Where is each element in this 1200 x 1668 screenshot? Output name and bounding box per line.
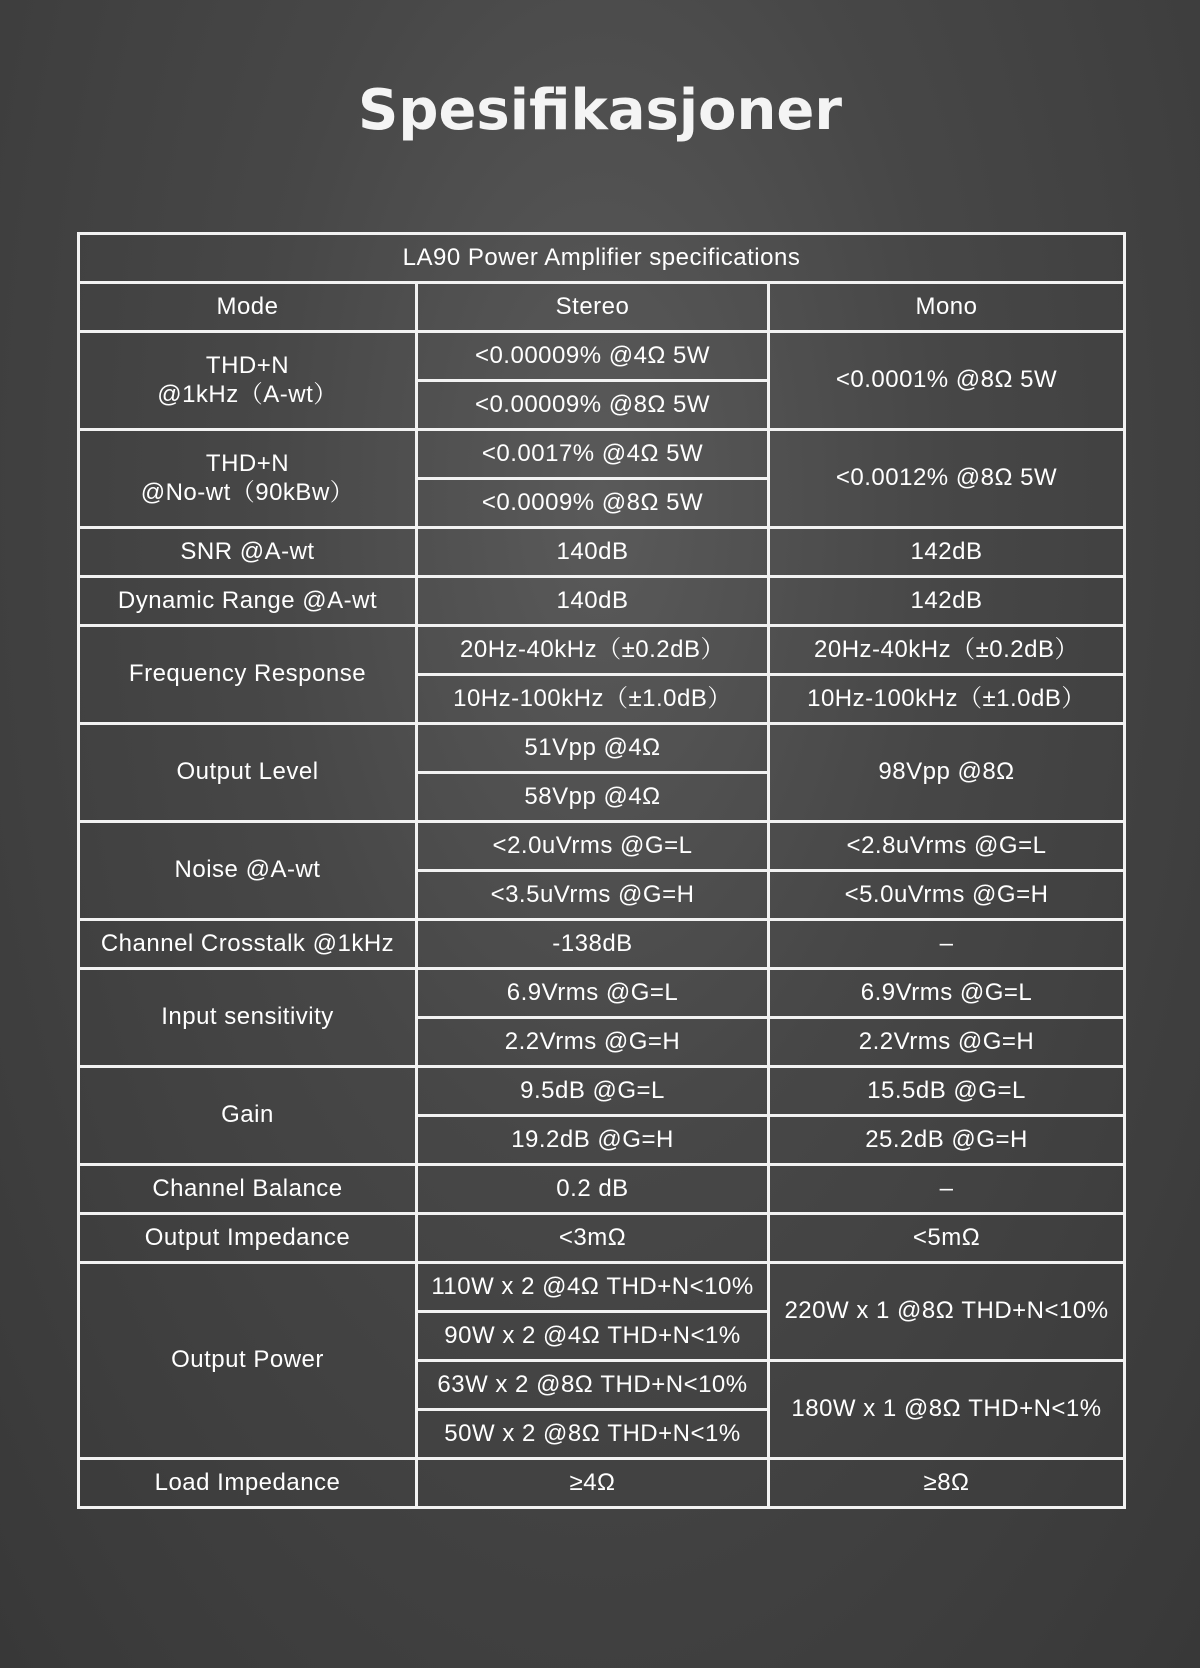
mono-value: 142dB	[769, 577, 1125, 626]
table-row	[79, 626, 1125, 675]
row-label-crosstalk: Channel Crosstalk @1kHz	[79, 920, 417, 969]
table-row	[79, 528, 1125, 577]
row-label-output-impedance: Output Impedance	[79, 1214, 417, 1263]
mono-value: 220W x 1 @8Ω THD+N<10%	[769, 1263, 1125, 1361]
stereo-value: <3.5uVrms @G=H	[417, 871, 769, 920]
row-label-thd-awt	[79, 332, 417, 430]
row-label-channel-balance: Channel Balance	[79, 1165, 417, 1214]
row-label-line: @No-wt（90kBw）	[140, 478, 355, 506]
mono-value: 6.9Vrms @G=L	[769, 969, 1125, 1018]
header-mono: Mono	[769, 283, 1125, 332]
stereo-value: 50W x 2 @8Ω THD+N<1%	[417, 1410, 769, 1459]
stereo-value: <2.0uVrms @G=L	[417, 822, 769, 871]
table-row	[79, 332, 1125, 381]
mono-value: <2.8uVrms @G=L	[769, 822, 1125, 871]
stereo-value: <0.00009% @8Ω 5W	[417, 381, 769, 430]
stereo-value: 0.2 dB	[417, 1165, 769, 1214]
stereo-value: 2.2Vrms @G=H	[417, 1018, 769, 1067]
table-row	[79, 920, 1125, 969]
stereo-value: 90W x 2 @4Ω THD+N<1%	[417, 1312, 769, 1361]
mono-value: <0.0001% @8Ω 5W	[769, 332, 1125, 430]
mono-value: <5.0uVrms @G=H	[769, 871, 1125, 920]
stereo-value: 9.5dB @G=L	[417, 1067, 769, 1116]
header-row	[79, 283, 1125, 332]
stereo-value: 140dB	[417, 577, 769, 626]
mono-value: 142dB	[769, 528, 1125, 577]
table-row	[79, 1067, 1125, 1116]
table-row	[79, 969, 1125, 1018]
mono-value: 25.2dB @G=H	[769, 1116, 1125, 1165]
stereo-value: <0.0017% @4Ω 5W	[417, 430, 769, 479]
mono-value: –	[769, 1165, 1125, 1214]
mono-value: <0.0012% @8Ω 5W	[769, 430, 1125, 528]
caption-row	[79, 234, 1125, 283]
row-label-frequency-response: Frequency Response	[79, 626, 417, 724]
table-row	[79, 822, 1125, 871]
table-row	[79, 1214, 1125, 1263]
row-label-output-level: Output Level	[79, 724, 417, 822]
stereo-value: 58Vpp @4Ω	[417, 773, 769, 822]
stereo-value: 63W x 2 @8Ω THD+N<10%	[417, 1361, 769, 1410]
table-row	[79, 1165, 1125, 1214]
mono-value: 180W x 1 @8Ω THD+N<1%	[769, 1361, 1125, 1459]
mono-value: ≥8Ω	[769, 1459, 1125, 1508]
header-stereo: Stereo	[417, 283, 769, 332]
stereo-value: -138dB	[417, 920, 769, 969]
mono-value: <5mΩ	[769, 1214, 1125, 1263]
table-row	[79, 577, 1125, 626]
header-mode: Mode	[79, 283, 417, 332]
stereo-value: ≥4Ω	[417, 1459, 769, 1508]
mono-value: 20Hz-40kHz（±0.2dB）	[769, 626, 1125, 675]
stereo-value: 20Hz-40kHz（±0.2dB）	[417, 626, 769, 675]
row-label-dynamic-range: Dynamic Range @A-wt	[79, 577, 417, 626]
table-caption: LA90 Power Amplifier specifications	[79, 234, 1125, 283]
page-title: Spesifikasjoner	[358, 78, 842, 143]
mono-value: –	[769, 920, 1125, 969]
row-label-snr: SNR @A-wt	[79, 528, 417, 577]
table-row	[79, 1263, 1125, 1312]
mono-value: 10Hz-100kHz（±1.0dB）	[769, 675, 1125, 724]
table-row	[79, 724, 1125, 773]
table-row	[79, 430, 1125, 479]
row-label-gain: Gain	[79, 1067, 417, 1165]
row-label-noise: Noise @A-wt	[79, 822, 417, 920]
stereo-value: 19.2dB @G=H	[417, 1116, 769, 1165]
mono-value: 15.5dB @G=L	[769, 1067, 1125, 1116]
row-label-line: @1kHz（A-wt）	[157, 380, 338, 408]
stereo-value: 6.9Vrms @G=L	[417, 969, 769, 1018]
stereo-value: 140dB	[417, 528, 769, 577]
row-label-output-power: Output Power	[79, 1263, 417, 1459]
mono-value: 98Vpp @8Ω	[769, 724, 1125, 822]
stereo-value: 51Vpp @4Ω	[417, 724, 769, 773]
row-label-thd-nowt	[79, 430, 417, 528]
table-row	[79, 1459, 1125, 1508]
row-label-load-impedance: Load Impedance	[79, 1459, 417, 1508]
row-label-line: THD+N	[205, 351, 290, 379]
row-label-line: THD+N	[205, 449, 290, 477]
stereo-value: <0.0009% @8Ω 5W	[417, 479, 769, 528]
stereo-value: 110W x 2 @4Ω THD+N<10%	[417, 1263, 769, 1312]
stereo-value: <0.00009% @4Ω 5W	[417, 332, 769, 381]
stereo-value: <3mΩ	[417, 1214, 769, 1263]
specifications-table	[77, 232, 1126, 1509]
stereo-value: 10Hz-100kHz（±1.0dB）	[417, 675, 769, 724]
row-label-input-sensitivity: Input sensitivity	[79, 969, 417, 1067]
mono-value: 2.2Vrms @G=H	[769, 1018, 1125, 1067]
